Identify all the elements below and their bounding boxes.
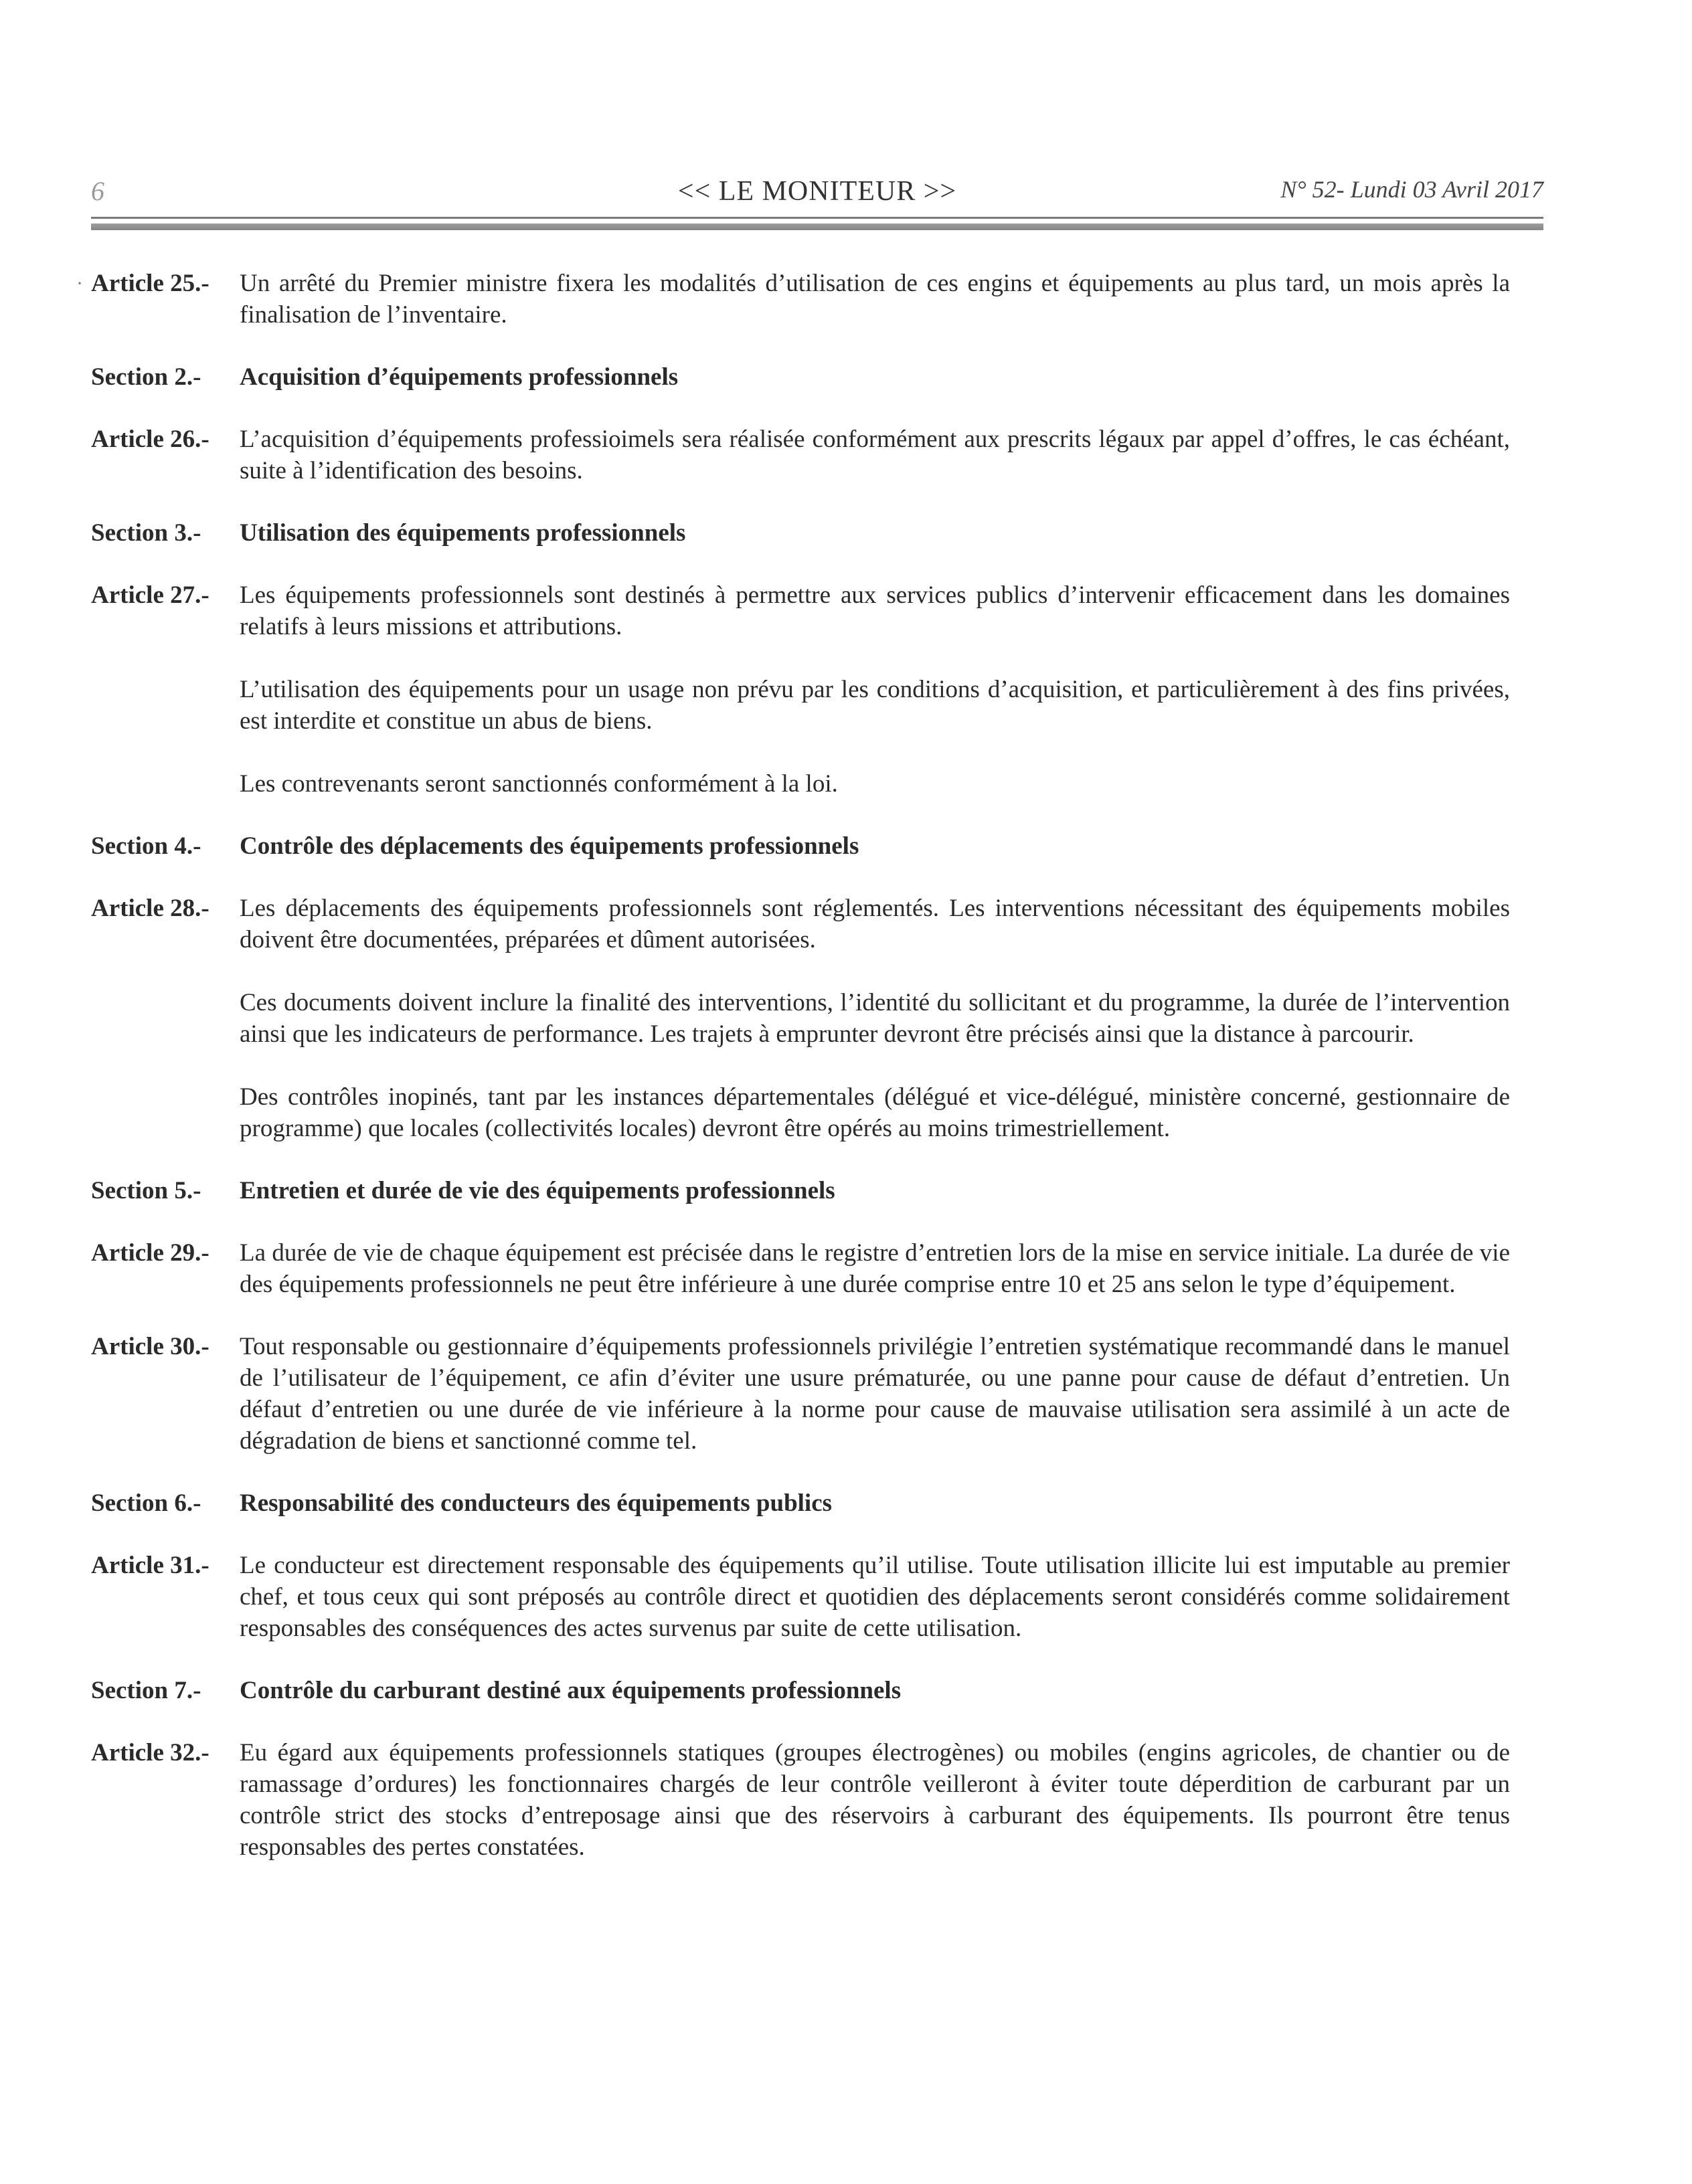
article-paragraph: La durée de vie de chaque équipement est précisée dans le registre d’entretien lors de la mise en service initiale. La durée de vie des équipements professionnels ne peut être inférieure à une durée comprise entre 10 et 25 ans selon le type d’équipement. xyxy=(240,1239,1510,1298)
article-paragraph: Des contrôles inopinés, tant par les instances départementales (délégué et vice-délégué, ministère concerné, gestionnaire de programme) que locales (collectivités locales) devront être opérés au moins trimestriellement. xyxy=(240,1083,1510,1142)
spacer xyxy=(91,1706,1550,1737)
article-25 xyxy=(76,268,1550,331)
section-label: Section 5.- xyxy=(91,1177,201,1204)
article-27 xyxy=(91,579,1550,800)
section-label: Section 4.- xyxy=(91,832,201,860)
spacer xyxy=(91,486,1550,517)
article-label: Article 30.- xyxy=(91,1333,209,1360)
section-label: Section 2.- xyxy=(91,363,201,391)
article-paragraph: Les équipements professionnels sont destinés à permettre aux services publics d’intervenir efficacement dans les domaines relatifs à leurs missions et attributions. xyxy=(240,581,1510,640)
section-6 xyxy=(91,1487,1550,1519)
article-paragraph: Tout responsable ou gestionnaire d’équipements professionnels privilégie l’entretien systématique recommandé dans le manuel de l’utilisateur de l’équipement, ce afin d’éviter une usure prématurée, ou une panne pour cause de défaut d’entretien. Un défaut d’entretien ou une durée de vie inférieure à la norme pour cause de mauvaise utilisation sera assimilé à un acte de dégradation de biens et sanctionné comme tel. xyxy=(240,1333,1510,1455)
section-title: Entretien et durée de vie des équipements professionnels xyxy=(240,1177,835,1204)
article-label: Article 29.- xyxy=(91,1239,209,1267)
article-body xyxy=(240,1550,1550,1644)
article-paragraph: Eu égard aux équipements professionnels statiques (groupes électrogènes) ou mobiles (engins agricoles, de chantier ou de ramassage d’ordures) les fonctionnaires chargés de leur contrôle veilleront à éviter toute déperdition de carburant par un contrôle strict des stocks d’entreposage ainsi que des réservoirs à carburant des équipements. Ils pourront être tenus responsables des pertes constatées. xyxy=(240,1739,1510,1861)
article-26 xyxy=(91,424,1550,486)
article-label: Article 32.- xyxy=(91,1739,209,1766)
section-5 xyxy=(91,1175,1550,1206)
section-title: Utilisation des équipements professionnels xyxy=(240,519,686,547)
article-label: Article 27.- xyxy=(91,581,209,609)
spacer xyxy=(91,1519,1550,1550)
article-31 xyxy=(91,1550,1550,1644)
article-body xyxy=(240,1737,1550,1863)
header-rule-thin xyxy=(91,217,1543,219)
article-28 xyxy=(91,893,1550,1144)
header-rule-thick xyxy=(91,223,1543,230)
article-32 xyxy=(91,1737,1550,1863)
section-title: Contrôle des déplacements des équipements professionnels xyxy=(240,832,859,860)
article-body xyxy=(240,893,1550,1144)
article-paragraph: Les contrevenants seront sanctionnés conformément à la loi. xyxy=(240,770,838,798)
article-body xyxy=(240,579,1550,800)
section-label: Section 6.- xyxy=(91,1489,201,1517)
spacer xyxy=(91,393,1550,424)
article-30 xyxy=(91,1331,1550,1457)
article-body xyxy=(240,1331,1550,1457)
document-body xyxy=(76,268,1550,1863)
spacer xyxy=(91,549,1550,579)
article-paragraph: L’utilisation des équipements pour un usage non prévu par les conditions d’acquisition, et particulièrement à des fins privées, est interdite et constitue un abus de biens. xyxy=(240,676,1510,735)
article-paragraph: L’acquisition d’équipements professioimels sera réalisée conformément aux prescrits légaux par appel d’offres, le cas échéant, suite à l’identification des besoins. xyxy=(240,426,1510,484)
spacer xyxy=(91,862,1550,893)
article-label: Article 28.- xyxy=(91,895,209,922)
issue-info: N° 52- Lundi 03 Avril 2017 xyxy=(1280,176,1543,203)
article-paragraph: Les déplacements des équipements professionnels sont réglementés. Les interventions nécessitant des équipements mobiles doivent être documentées, préparées et dûment autorisées. xyxy=(240,895,1510,953)
article-29 xyxy=(91,1237,1550,1300)
section-4 xyxy=(91,830,1550,862)
article-label: Article 31.- xyxy=(91,1552,209,1579)
section-title: Acquisition d’équipements professionnels xyxy=(240,363,679,391)
margin-mark-icon: · xyxy=(76,272,83,294)
spacer xyxy=(91,1144,1550,1175)
spacer xyxy=(91,1300,1550,1331)
article-paragraph: Ces documents doivent inclure la finalité des interventions, l’identité du sollicitant et du programme, la durée de l’intervention ainsi que les indicateurs de performance. Les trajets à emprunter devront être précisés ainsi que la distance à parcourir. xyxy=(240,989,1510,1048)
article-paragraph: Le conducteur est directement responsable des équipements qu’il utilise. Toute utilisation illicite lui est imputable au premier chef, et tous ceux qui sont préposés au contrôle direct et quotidien des déplacements seront considérés comme solidairement responsables des conséquences des actes survenus par suite de cette utilisation. xyxy=(240,1552,1510,1642)
article-body xyxy=(240,268,1550,331)
spacer xyxy=(91,1644,1550,1675)
article-body xyxy=(240,1237,1550,1300)
journal-title: << LE MONITEUR >> xyxy=(677,176,957,207)
spacer xyxy=(91,1457,1550,1487)
section-3 xyxy=(91,517,1550,549)
spacer xyxy=(91,331,1550,361)
section-label: Section 7.- xyxy=(91,1677,201,1704)
spacer xyxy=(91,1206,1550,1237)
article-body xyxy=(240,424,1550,486)
article-label: Article 25.- xyxy=(91,270,209,297)
article-label: Article 26.- xyxy=(91,426,209,453)
page-header xyxy=(91,175,1543,215)
article-paragraph: Un arrêté du Premier ministre fixera les modalités d’utilisation de ces engins et équipements au plus tard, un mois après la finalisation de l’inventaire. xyxy=(240,270,1510,329)
page-number: 6 xyxy=(91,176,104,206)
section-label: Section 3.- xyxy=(91,519,201,547)
section-2 xyxy=(91,361,1550,393)
section-title: Responsabilité des conducteurs des équipements publics xyxy=(240,1489,833,1517)
section-7 xyxy=(91,1675,1550,1706)
spacer xyxy=(91,800,1550,830)
section-title: Contrôle du carburant destiné aux équipements professionnels xyxy=(240,1677,902,1704)
